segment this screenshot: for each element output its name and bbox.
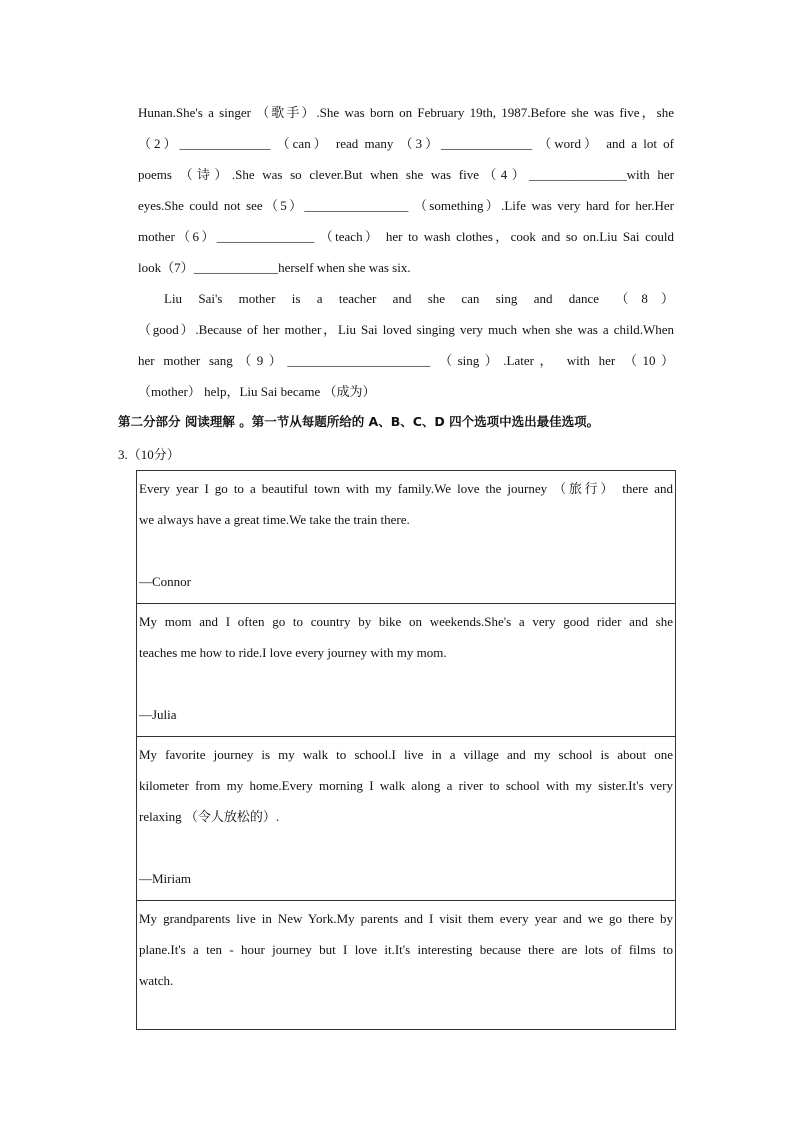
cell-line: My grandparents live in New York.My parents and I visit them every year and we go there by	[139, 911, 673, 926]
passage-cell-miriam	[137, 737, 676, 901]
question-label: 3.（10分）	[118, 447, 180, 462]
cell-line: My favorite journey is my walk to school.I live in a village and my school is about one	[139, 747, 673, 762]
cell-line: we always have a great time.We take the train there.	[139, 512, 410, 527]
cell-line: teaches me how to ride.I love every journey with my mom.	[139, 645, 447, 660]
section-heading: 第二分部分 阅读理解 。第一节从每题所给的 A、B、C、D 四个选项中选出最佳选项。	[118, 414, 600, 429]
passage-line: mother（6）_______________ （teach） her to wash clothes，cook and so on.Liu Sai could	[138, 229, 674, 244]
author-signature: —Connor	[139, 574, 191, 589]
passage-cell-connor	[137, 471, 676, 604]
cell-line: relaxing （令人放松的）.	[139, 809, 280, 824]
author-signature: —Miriam	[139, 871, 191, 886]
passage-line: eyes.She could not see（5）________________ （something）.Life was very hard for her.Her	[138, 198, 674, 213]
passage-line: her mother sang（9）______________________ （sing）.Later， with her （10）	[138, 353, 674, 368]
table-row	[137, 737, 676, 901]
cell-line: plane.It's a ten - hour journey but I love it.It's interesting because there are lots of films to	[139, 942, 673, 957]
passage-top	[138, 97, 674, 407]
table-row	[137, 901, 676, 1030]
passage-line: Liu Sai's mother is a teacher and she can sing and dance （8）	[164, 291, 674, 306]
cell-line: My mom and I often go to country by bike on weekends.She's a very good rider and she	[139, 614, 673, 629]
passages-table	[136, 470, 676, 1030]
passage-line: （2）______________ （can） read many （3）______________ （word） and a lot of	[138, 136, 674, 151]
passage-line: （good）.Because of her mother，Liu Sai loved singing very much when she was a child.When	[138, 322, 674, 337]
cell-line: kilometer from my home.Every morning I walk along a river to school with my sister.It's very	[139, 778, 673, 793]
cell-line: watch.	[139, 973, 174, 988]
cell-line: Every year I go to a beautiful town with my family.We love the journey （旅行） there and	[139, 481, 673, 496]
passage-line: poems （诗）.She was so clever.But when she was five（4）_______________with her	[138, 167, 674, 182]
passage-cell-julia	[137, 604, 676, 737]
passage-cell-grandparents	[137, 901, 676, 1030]
author-signature: —Julia	[139, 707, 177, 722]
passage-line: （mother） help，Liu Sai became （成为）	[138, 384, 376, 399]
table-row	[137, 471, 676, 604]
table-row	[137, 604, 676, 737]
passage-line: look（7）_____________herself when she was six.	[138, 260, 411, 275]
passage-line: Hunan.She's a singer （歌手）.She was born on February 19th, 1987.Before she was five，she	[138, 105, 674, 120]
